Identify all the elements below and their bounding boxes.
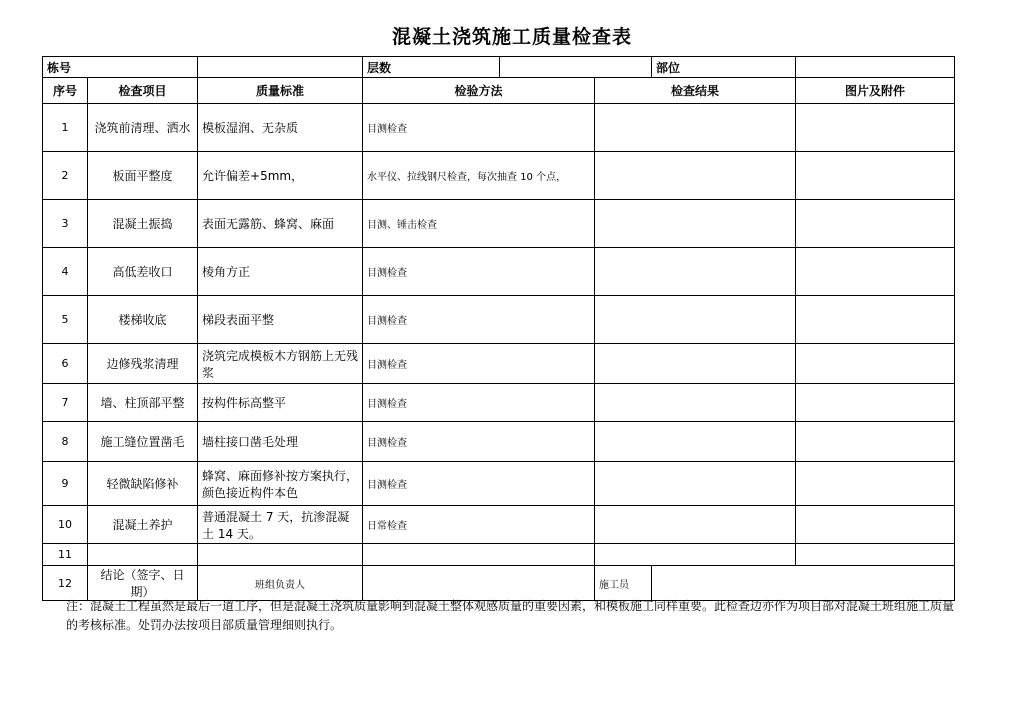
row-attachment[interactable] bbox=[796, 200, 955, 248]
row-standard: 普通混凝土 7 天，抗渗混凝土 14 天。 bbox=[198, 506, 363, 544]
row-attachment[interactable] bbox=[796, 248, 955, 296]
table-row bbox=[43, 384, 955, 422]
row-item: 高低差收口 bbox=[88, 248, 198, 296]
conclusion-row bbox=[43, 566, 955, 601]
row-method: 目测检查 bbox=[363, 422, 595, 462]
row-method: 目测检查 bbox=[363, 384, 595, 422]
row-item: 混凝土养护 bbox=[88, 506, 198, 544]
row-result[interactable] bbox=[595, 544, 796, 566]
row-standard: 模板湿润、无杂质 bbox=[198, 104, 363, 152]
table-row bbox=[43, 506, 955, 544]
page-title: 混凝土浇筑施工质量检查表 bbox=[391, 26, 632, 48]
row-item: 边修残浆清理 bbox=[88, 344, 198, 384]
row-method bbox=[363, 544, 595, 566]
table-row bbox=[43, 544, 955, 566]
row-method: 目测、锤击检查 bbox=[363, 200, 595, 248]
row-no: 7 bbox=[43, 384, 88, 422]
row-attachment[interactable] bbox=[796, 104, 955, 152]
row-method: 目测检查 bbox=[363, 296, 595, 344]
part-label: 部位 bbox=[652, 57, 796, 78]
row-standard: 梯段表面平整 bbox=[198, 296, 363, 344]
worker-signature[interactable] bbox=[652, 566, 955, 601]
row-attachment[interactable] bbox=[796, 384, 955, 422]
col-no: 序号 bbox=[43, 78, 88, 104]
row-item: 楼梯收底 bbox=[88, 296, 198, 344]
table-row bbox=[43, 104, 955, 152]
row-method: 水平仪、拉线钢尺检查，每次抽查 10 个点， bbox=[363, 152, 595, 200]
row-attachment[interactable] bbox=[796, 462, 955, 506]
row-no: 2 bbox=[43, 152, 88, 200]
header-info-row bbox=[43, 57, 955, 78]
row-attachment[interactable] bbox=[796, 152, 955, 200]
column-header-row bbox=[43, 78, 955, 104]
row-standard: 蜂窝、麻面修补按方案执行，颜色接近构件本色 bbox=[198, 462, 363, 506]
leader-signature[interactable] bbox=[363, 566, 595, 601]
row-attachment[interactable] bbox=[796, 422, 955, 462]
row-standard bbox=[198, 544, 363, 566]
worker-label: 施工员 bbox=[595, 566, 652, 601]
col-standard: 质量标准 bbox=[198, 78, 363, 104]
table-row bbox=[43, 344, 955, 384]
col-item: 检查项目 bbox=[88, 78, 198, 104]
col-result: 检查结果 bbox=[595, 78, 796, 104]
row-method: 目测检查 bbox=[363, 462, 595, 506]
footnote: 注：混凝土工程虽然是最后一道工序，但是混凝土浇筑质量影响到混凝土整体观感质量的重要因素，和模板施工同样重要。此检查边亦作为项目部对混凝土班组施工质量的考核标准。处罚办法按项目部质量管理细则执行。 bbox=[66, 599, 955, 632]
row-no: 6 bbox=[43, 344, 88, 384]
row-attachment[interactable] bbox=[796, 344, 955, 384]
row-item: 轻微缺陷修补 bbox=[88, 462, 198, 506]
conclusion-no: 12 bbox=[43, 566, 88, 601]
row-result[interactable] bbox=[595, 296, 796, 344]
building-value[interactable] bbox=[198, 57, 363, 78]
col-method: 检验方法 bbox=[363, 78, 595, 104]
row-result[interactable] bbox=[595, 506, 796, 544]
row-item: 混凝土振捣 bbox=[88, 200, 198, 248]
table-row bbox=[43, 248, 955, 296]
floor-value[interactable] bbox=[500, 57, 652, 78]
table-row bbox=[43, 462, 955, 506]
table-row bbox=[43, 422, 955, 462]
table-row bbox=[43, 200, 955, 248]
row-no: 1 bbox=[43, 104, 88, 152]
row-method: 目测检查 bbox=[363, 248, 595, 296]
part-value[interactable] bbox=[796, 57, 955, 78]
row-standard: 表面无露筋、蜂窝、麻面 bbox=[198, 200, 363, 248]
row-method: 目测检查 bbox=[363, 104, 595, 152]
row-no: 5 bbox=[43, 296, 88, 344]
row-standard: 允许偏差+5mm， bbox=[198, 152, 363, 200]
row-result[interactable] bbox=[595, 248, 796, 296]
row-item: 浇筑前清理、洒水 bbox=[88, 104, 198, 152]
building-label: 栋号 bbox=[43, 57, 198, 78]
row-no: 8 bbox=[43, 422, 88, 462]
inspection-table bbox=[42, 56, 955, 601]
floor-label: 层数 bbox=[363, 57, 500, 78]
row-standard: 浇筑完成模板木方钢筋上无残浆 bbox=[198, 344, 363, 384]
row-no: 9 bbox=[43, 462, 88, 506]
table-row bbox=[43, 296, 955, 344]
row-no: 4 bbox=[43, 248, 88, 296]
row-standard: 棱角方正 bbox=[198, 248, 363, 296]
row-result[interactable] bbox=[595, 200, 796, 248]
leader-label: 班组负责人 bbox=[198, 566, 363, 601]
row-method: 日常检查 bbox=[363, 506, 595, 544]
row-attachment[interactable] bbox=[796, 296, 955, 344]
table-row bbox=[43, 152, 955, 200]
row-item: 墙、柱顶部平整 bbox=[88, 384, 198, 422]
row-item: 板面平整度 bbox=[88, 152, 198, 200]
col-attachment: 图片及附件 bbox=[796, 78, 955, 104]
row-result[interactable] bbox=[595, 152, 796, 200]
row-standard: 按构件标高整平 bbox=[198, 384, 363, 422]
row-result[interactable] bbox=[595, 104, 796, 152]
row-no: 10 bbox=[43, 506, 88, 544]
row-item bbox=[88, 544, 198, 566]
row-standard: 墙柱接口凿毛处理 bbox=[198, 422, 363, 462]
row-no: 3 bbox=[43, 200, 88, 248]
row-attachment[interactable] bbox=[796, 506, 955, 544]
row-result[interactable] bbox=[595, 384, 796, 422]
row-result[interactable] bbox=[595, 422, 796, 462]
row-item: 施工缝位置凿毛 bbox=[88, 422, 198, 462]
row-result[interactable] bbox=[595, 344, 796, 384]
row-method: 目测检查 bbox=[363, 344, 595, 384]
conclusion-label: 结论（签字、日期） bbox=[88, 566, 198, 601]
row-attachment[interactable] bbox=[796, 544, 955, 566]
row-no: 11 bbox=[43, 544, 88, 566]
row-result[interactable] bbox=[595, 462, 796, 506]
